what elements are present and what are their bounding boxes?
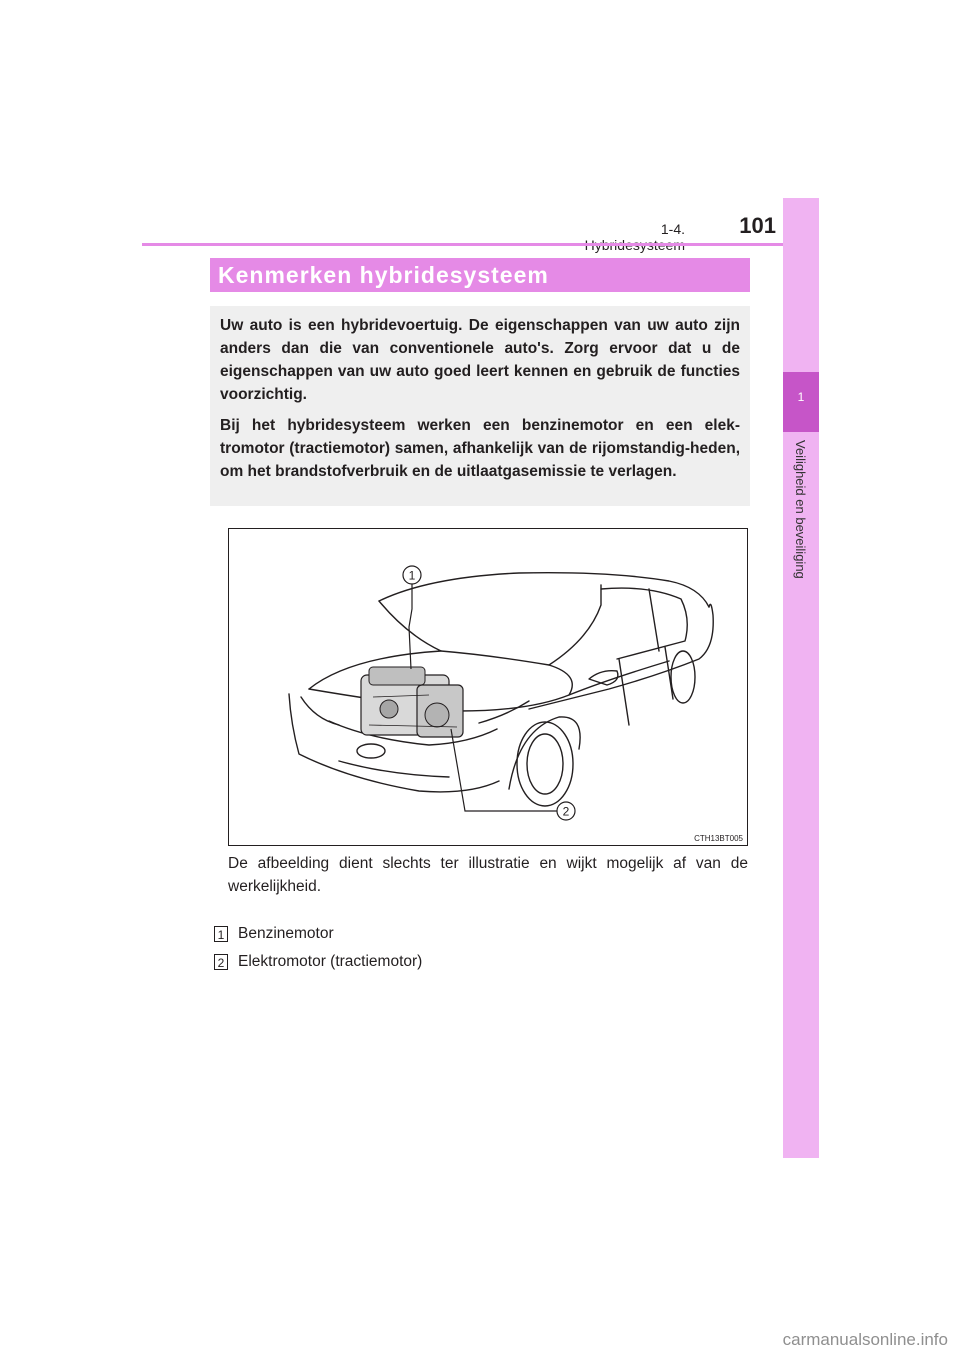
callout-1-label: 1 bbox=[408, 568, 416, 583]
figure-code: CTH13BT005 bbox=[694, 834, 743, 843]
figure-caption: De afbeelding dient slechts ter illustratie en wijkt mogelijk af van de werkelijkheid. bbox=[228, 855, 748, 895]
legend-label: Elektromotor (tractiemotor) bbox=[238, 953, 423, 970]
side-window-outline bbox=[601, 588, 687, 659]
chapter-title-vertical bbox=[780, 440, 822, 610]
watermark: carmanualsonline.info bbox=[782, 1330, 948, 1349]
page-number: 101 bbox=[739, 213, 776, 238]
headlight-right bbox=[479, 701, 529, 723]
headlight-left bbox=[301, 697, 339, 725]
car-roof-line bbox=[379, 573, 709, 607]
intro-paragraph: Bij het hybridesysteem werken een benzinemotor en een elek-tromotor (tractiemotor) samen, afhankelijk van de rijomstandig-heden, om het brandstofverbruik en de uitlaatgasemissie te verlagen. bbox=[220, 417, 740, 480]
legend-item-2 bbox=[214, 952, 422, 972]
hybrid-car-illustration bbox=[228, 528, 748, 846]
section-title: Kenmerken hybridesysteem bbox=[218, 262, 549, 288]
intro-box bbox=[210, 306, 750, 506]
car-drawing bbox=[229, 529, 747, 845]
intro-paragraph: Uw auto is een hybridevoertuig. De eigenschappen van uw auto zijn anders dan die van conventionele auto's. Zorg ervoor dat u de eigenschappen van uw auto goed leert kennen en gebruik de functies voorzichtig. bbox=[220, 317, 740, 403]
chapter-number: 1 bbox=[797, 390, 805, 404]
legend-number: 1 bbox=[214, 926, 228, 942]
legend-item-1 bbox=[214, 924, 334, 944]
header-section-title: 1-4. bbox=[660, 221, 685, 237]
callout-2-label: 2 bbox=[562, 804, 570, 819]
chapter-title: Veiligheid en beveiliging bbox=[793, 440, 808, 579]
engine-assembly bbox=[361, 667, 463, 737]
legend-number: 2 bbox=[214, 954, 228, 970]
callout-2 bbox=[451, 729, 575, 820]
chapter-side-tab bbox=[783, 198, 819, 1158]
car-side-body bbox=[529, 604, 713, 709]
logo-oval bbox=[357, 744, 385, 758]
section-title-band bbox=[210, 258, 750, 292]
legend-label: Benzinemotor bbox=[238, 925, 334, 942]
header-rule bbox=[142, 243, 818, 246]
rear-wheel bbox=[671, 651, 695, 703]
